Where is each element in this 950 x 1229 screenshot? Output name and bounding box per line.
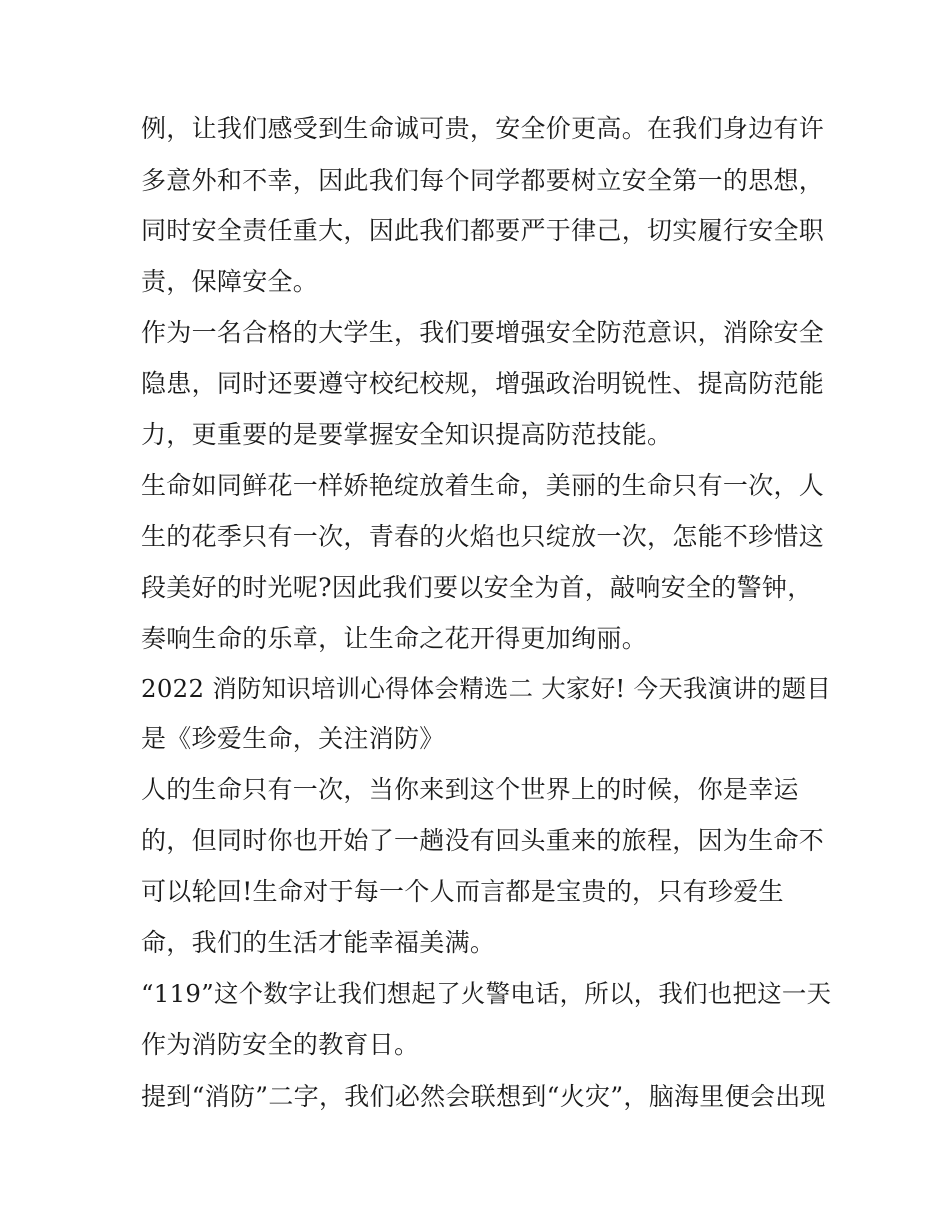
text-line: 奏响生命的乐章，让生命之花开得更加绚丽。 — [141, 624, 648, 653]
text-line: 生命如同鲜花一样娇艳绽放着生命，美丽的生命只有一次，人 — [141, 471, 825, 500]
text-line: 提到“消防”二字，我们必然会联想到“火灾”，脑海里便会出现 — [141, 1082, 826, 1111]
text-line: 生的花季只有一次，青春的火焰也只绽放一次，怎能不珍惜这 — [141, 522, 825, 551]
text-line: 多意外和不幸，因此我们每个同学都要树立安全第一的思想， — [141, 166, 825, 195]
text-line: 作为一名合格的大学生，我们要增强安全防范意识，消除安全 — [141, 318, 825, 347]
text-line: 命，我们的生活才能幸福美满。 — [141, 928, 496, 957]
text-line: 力，更重要的是要掌握安全知识提高防范技能。 — [141, 420, 673, 449]
text-line: 责，保障安全。 — [141, 267, 319, 296]
text-line: 可以轮回!生命对于每一个人而言都是宝贵的，只有珍爱生 — [141, 877, 784, 906]
text-line: 2022 消防知识培训心得体会精选二 大家好! 今天我演讲的题目 — [141, 674, 832, 703]
text-line: 人的生命只有一次，当你来到这个世界上的时候，你是幸运 — [141, 775, 799, 804]
text-line: 的，但同时你也开始了一趟没有回头重来的旅程，因为生命不 — [141, 826, 825, 855]
text-line: 同时安全责任重大，因此我们都要严于律己，切实履行安全职 — [141, 216, 825, 245]
text-line: 段美好的时光呢?因此我们要以安全为首，敲响安全的警钟， — [141, 573, 813, 602]
text-line: “119”这个数字让我们想起了火警电话，所以，我们也把这一天 — [141, 979, 832, 1008]
text-line: 例，让我们感受到生命诚可贵，安全价更高。在我们身边有许 — [141, 114, 825, 143]
text-line: 隐患，同时还要遵守校纪校规，增强政治明锐性、提高防范能 — [141, 369, 825, 398]
text-line: 是《珍爱生命，关注消防》 — [141, 724, 445, 753]
text-line: 作为消防安全的教育日。 — [141, 1030, 420, 1059]
